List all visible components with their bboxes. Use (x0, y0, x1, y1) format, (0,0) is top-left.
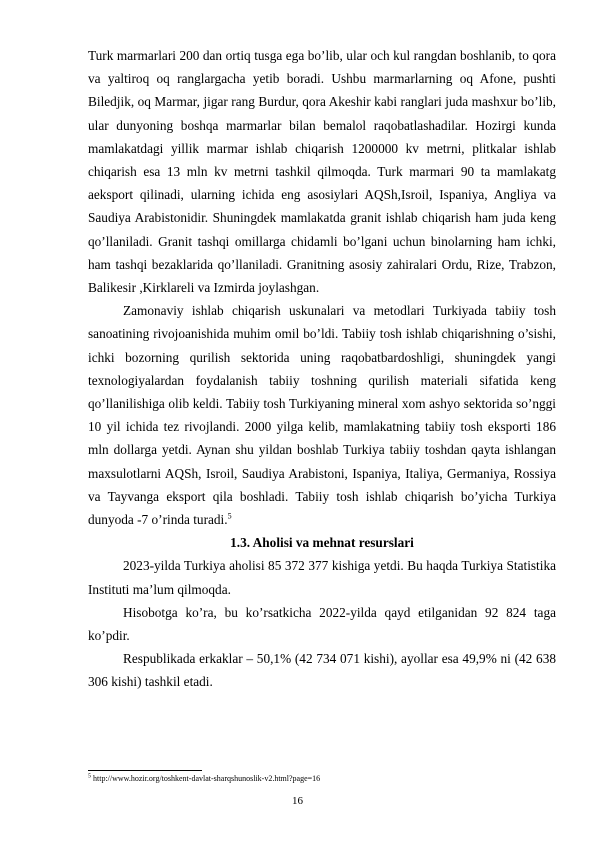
footnote-link[interactable]: http://www.hozir.org/toshkent-davlat-sharqshunoslik-v2.html?page=16 (91, 774, 321, 783)
paragraph-marble: Turk marmarlari 200 dan ortiq tusga ega bo’lib, ular och kul rangdan boshlanib, to qora va yaltiroq oq ranglargacha yetib boradi. Ushbu marmarlarning oq Afone, pushti Biledjik, oq Marmar, jigar rang Burdur, qora Akeshir kabi ranglari juda mashxur bo’lib, ular dunyoning boshqa marmarlar bilan bemalol raqobatlashadilar. Hozirgi kunda mamlakatdagi yillik marmar ishlab chiqarish 1200000 kv metrni, plitkalar ishlab chiqarish esa 13 mln kv metrni tashkil qilmoqda. Turk marmari 90 ta mamlakatg aeksport qilinadi, ularning ichida eng asosiylari AQSh,Isroil, Ispaniya, Angliya va Saudiya Arabistonidir. Shuningdek mamlakatda granit ishlab chiqarish ham juda keng qo’llaniladi. Granit tashqi omillarga chidamli bo’lgani uchun binolarning ham ichki, ham tashqi bezaklarida qo’llaniladi. Granitning asosiy zahiralari Ordu, Rize, Trabzon, Balikesir ,Kirklareli va Izmirda joylashgan. (88, 48, 556, 296)
paragraph-population: 2023-yilda Turkiya aholisi 85 372 377 kishiga yetdi. Bu haqda Turkiya Statistika Instituti ma’lum qilmoqda. (88, 558, 556, 597)
footnote-reference[interactable]: 5 (227, 511, 232, 521)
footnote-number: 5 (88, 773, 91, 780)
section-title: 1.3. Aholisi va mehnat resurslari (230, 535, 414, 551)
paragraph-natural-stone (88, 299, 556, 531)
page-number: 16 (292, 795, 303, 807)
footnote (88, 774, 556, 784)
page-body (88, 44, 556, 694)
paragraph-natural-stone-text: Zamonaviy ishlab chiqarish uskunalari va metodlari Turkiyada tabiiy tosh sanoatining rivojoanishida muhim omil bo’ldi. Tabiiy tosh ishlab chiqarishning o’sishi, ichki bozorning qurilish sektorida uning raqobatbardoshligi, shuningdek yangi texnologiyalardan foydalanish tabiiy toshning qurilish materiali sifatida keng qo’llanilishiga olib keldi. Tabiiy tosh Turkiyaning mineral xom ashyo sektorida so’nggi 10 yil ichida tez rivojlandi. 2000 yilga kelib, mamlakatning tabiiy tosh eksporti 186 mln dollarga yetdi. Aynan shu yildan boshlab Turkiya tabiiy toshdan qayta ishlangan maxsulotlarni AQSh, Isroil, Saudiya Arabistoni, Ispaniya, Italiya, Germaniya, Rossiya va Tayvanga eksport qila boshladi. Tabiiy tosh ishlab chiqarish bo’yicha Turkiya dunyoda -7 o’rinda turadi. (88, 303, 556, 528)
paragraph-report: Hisobotga ko’ra, bu ko’rsatkicha 2022-yilda qayd etilganidan 92 824 taga ko’pdir. (88, 604, 556, 644)
footnote-divider (88, 770, 202, 771)
paragraph-gender: Respublikada erkaklar – 50,1% (42 734 071 kishi), ayollar esa 49,9% ni (42 638 306 kishi) tashkil etadi. (88, 651, 556, 690)
